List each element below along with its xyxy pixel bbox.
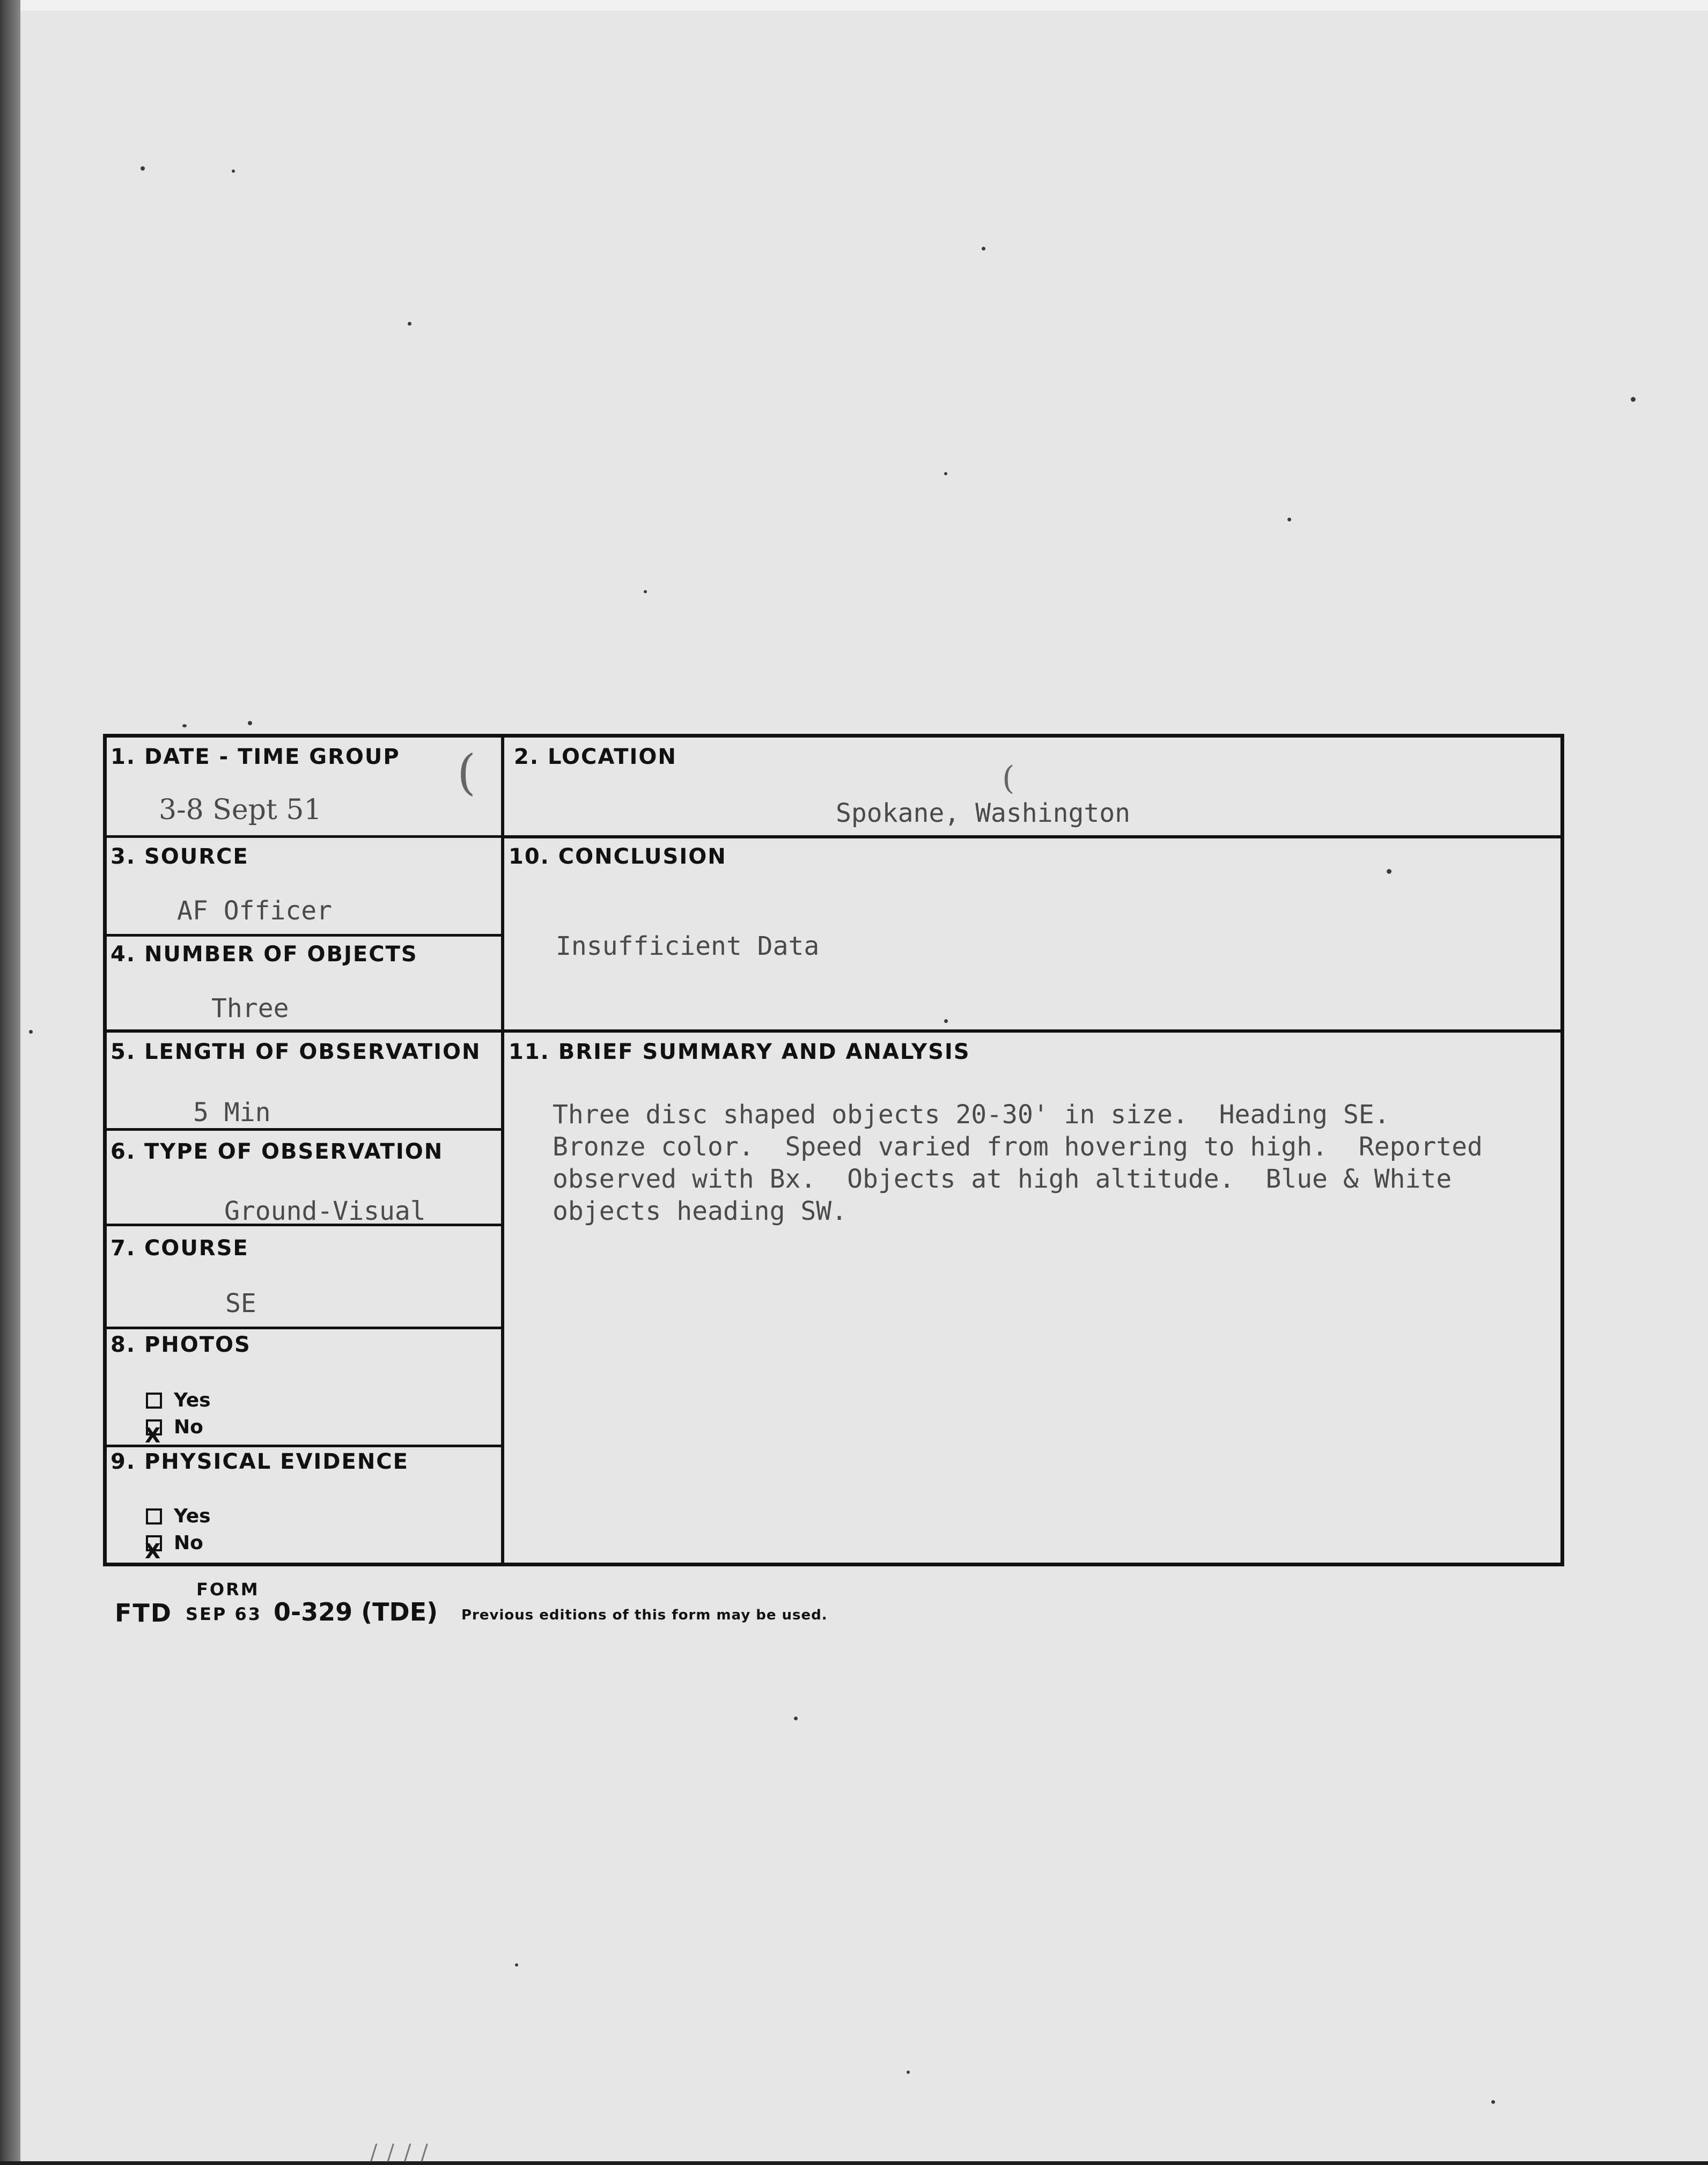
physical-evidence-yes-label: Yes [174, 1505, 211, 1527]
photos-no-checkbox[interactable] [146, 1419, 162, 1435]
physical-evidence-no-checkbox[interactable] [146, 1535, 162, 1551]
location-value: Spokane, Washington [836, 798, 1131, 828]
scan-speck [794, 1717, 798, 1720]
column-divider [501, 738, 504, 1563]
conclusion-value: Insufficient Data [556, 931, 820, 961]
photos-yes-label: Yes [174, 1389, 211, 1411]
brief-summary-label: 11. BRIEF SUMMARY AND ANALYSIS [509, 1040, 970, 1064]
brief-summary-text: Three disc shaped objects 20-30' in size. Heading SE. Bronze color. Speed varied from hovering to high. Reported observed with Bx. Objects at high altitude. Blue & White objects heading SW. [553, 1100, 1483, 1226]
scan-speck [944, 472, 947, 475]
scan-speck [232, 170, 235, 173]
photos-yes-checkbox[interactable] [146, 1393, 162, 1409]
photos-label: 8. PHOTOS [111, 1332, 251, 1357]
scan-speck [982, 247, 985, 251]
scan-speck [515, 1963, 518, 1967]
physical-evidence-label: 9. PHYSICAL EVIDENCE [111, 1449, 409, 1474]
physical-evidence-no-label: No [174, 1532, 203, 1554]
footer-date: SEP 63 [186, 1604, 262, 1624]
physical-evidence-yes-option[interactable] [146, 1505, 211, 1527]
physical-evidence-yes-checkbox[interactable] [146, 1508, 162, 1525]
scan-bottom-marks: //// [370, 2140, 438, 2165]
photos-yes-option[interactable] [146, 1389, 211, 1411]
scan-speck [644, 590, 647, 593]
type-of-observation-value: Ground-Visual [224, 1196, 426, 1226]
photos-no-label: No [174, 1416, 203, 1438]
row-divider [107, 835, 503, 838]
scan-edge-shadow [0, 0, 20, 2161]
scan-speck [1491, 2100, 1495, 2104]
scan-speck [29, 1030, 33, 1034]
number-of-objects-value: Three [211, 993, 289, 1023]
footer-form-number: 0-329 (TDE) [274, 1597, 438, 1626]
scan-speck [1287, 518, 1291, 521]
source-value: AF Officer [177, 896, 332, 926]
date-time-group-label: 1. DATE - TIME GROUP [111, 745, 400, 769]
source-label: 3. SOURCE [111, 844, 249, 869]
location-label: 2. LOCATION [514, 745, 677, 769]
conclusion-label: 10. CONCLUSION [509, 844, 727, 869]
scan-speck [408, 322, 411, 326]
sheet-top-edge [20, 0, 1708, 11]
date-time-group-value: 3-8 Sept 51 [159, 794, 322, 826]
footer-form-word: FORM [196, 1579, 260, 1600]
scan-speck [1631, 397, 1636, 402]
type-of-observation-label: 6. TYPE OF OBSERVATION [111, 1139, 444, 1164]
row-divider [503, 835, 1560, 838]
course-value: SE [225, 1288, 256, 1319]
footer-ftd: FTD [115, 1599, 172, 1628]
footer-previous-editions-note: Previous editions of this form may be used. [461, 1607, 828, 1623]
length-of-observation-value: 5 Min [193, 1098, 271, 1128]
scan-speck [907, 2071, 910, 2074]
row-divider [107, 1445, 503, 1447]
photos-no-option[interactable] [146, 1416, 203, 1438]
handwritten-parenthesis: ( [1002, 760, 1015, 797]
scan-speck [141, 166, 145, 171]
scan-speck [182, 724, 187, 727]
row-divider [107, 934, 503, 937]
course-label: 7. COURSE [111, 1236, 249, 1261]
row-divider [107, 1128, 503, 1131]
row-divider [107, 1029, 1560, 1033]
scan-speck [248, 721, 252, 725]
handwritten-parenthesis: ( [457, 745, 476, 801]
physical-evidence-no-option[interactable] [146, 1532, 203, 1554]
number-of-objects-label: 4. NUMBER OF OBJECTS [111, 942, 418, 967]
length-of-observation-label: 5. LENGTH OF OBSERVATION [111, 1040, 481, 1064]
row-divider [107, 1327, 503, 1329]
